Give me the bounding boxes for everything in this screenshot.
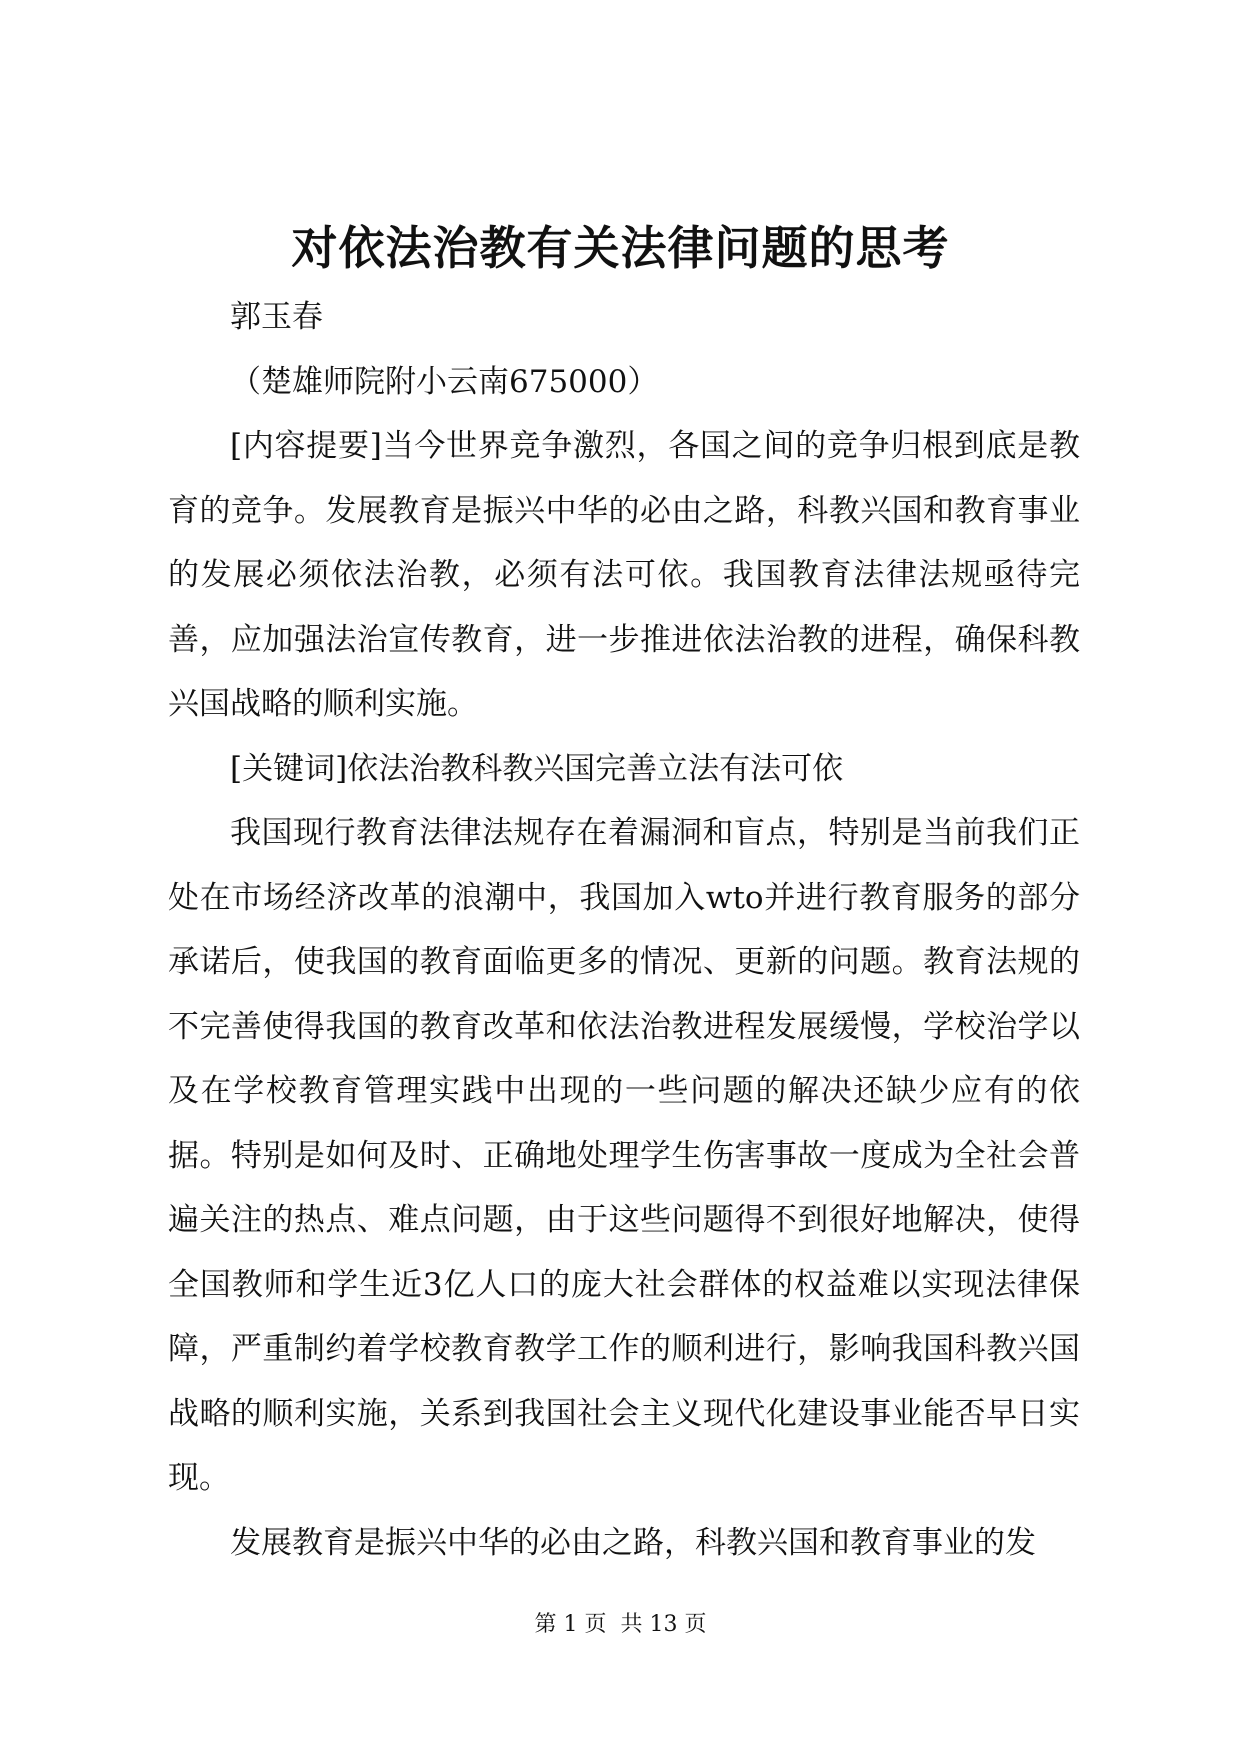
document-body xyxy=(168,285,1080,1575)
page-number: 第 1 页 共 13 页 xyxy=(534,1612,707,1637)
author-line: 郭玉春 xyxy=(230,299,323,335)
affiliation-line: （楚雄师院附小云南675000） xyxy=(230,363,659,400)
body-paragraph-1: 我国现行教育法律法规存在着漏洞和盲点，特别是当前我们正处在市场经济改革的浪潮中，我国加入wto并进行教育服务的部分承诺后，使我国的教育面临更多的情况、更新的问题。教育法规的不完善使得我国的教育改革和依法治教进程发展缓慢，学校治学以及在学校教育管理实践中出现的一些问题的解决还缺少应有的依据。特别是如何及时、正确地处理学生伤害事故一度成为全社会普遍关注的热点、难点问题，由于这些问题得不到很好地解决，使得全国教师和学生近3亿人口的庞大社会群体的权益难以实现法律保障，严重制约着学校教育教学工作的顺利进行，影响我国科教兴国战略的顺利实施，关系到我国社会主义现代化建设事业能否早日实现。 xyxy=(168,815,1080,1496)
keywords-paragraph: [关键词]依法治教科教兴国完善立法有法可依 xyxy=(230,750,844,787)
document-title: 对依法治教有关法律问题的思考 xyxy=(291,221,950,275)
page-footer xyxy=(0,1610,1241,1640)
body-paragraph-2: 发展教育是振兴中华的必由之路，科教兴国和教育事业的发 xyxy=(230,1524,1036,1561)
abstract-paragraph: [内容提要]当今世界竞争激烈，各国之间的竞争归根到底是教育的竞争。发展教育是振兴中华的必由之路，科教兴国和教育事业的发展必须依法治教，必须有法可依。我国教育法律法规亟待完善，应加强法治宣传教育，进一步推进依法治教的进程，确保科教兴国战略的顺利实施。 xyxy=(168,428,1080,722)
